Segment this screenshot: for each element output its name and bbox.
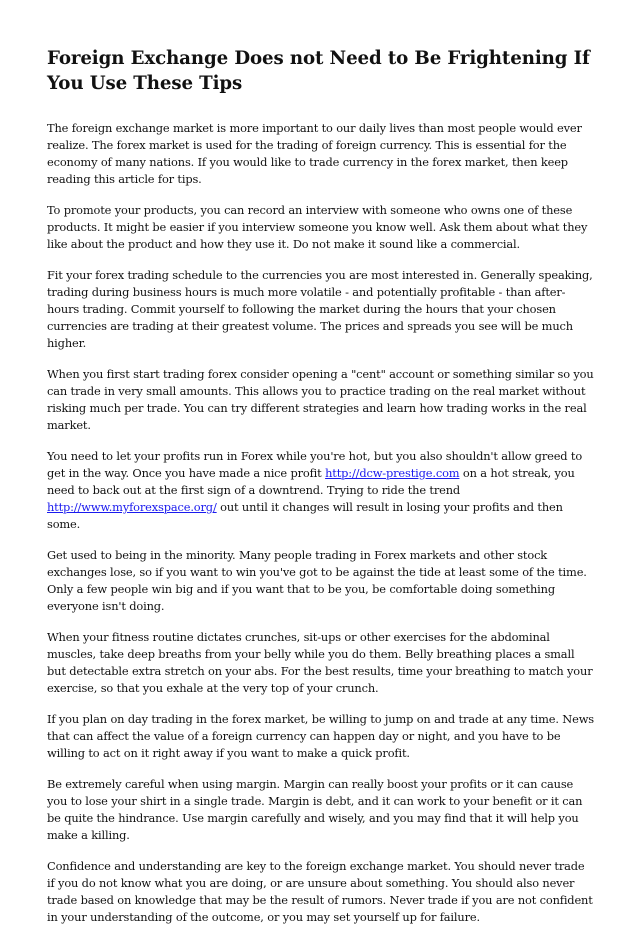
paragraph-margin: Be extremely careful when using margin. Margin can really boost your profits or it can cause you to lose your shirt in a single trade. Margin is debt, and it can work to your benefit or it can be quite the hindrance. Use margin carefully and wisely, and you may find that it will help you make a killing. bbox=[47, 777, 583, 842]
link-myforexspace[interactable]: http://www.myforexspace.org/ bbox=[47, 500, 217, 514]
paragraph-text-part-2: on a hot streak, you need to back out at the first sign of a downtrend. Trying to ride the trend bbox=[47, 466, 575, 497]
paragraph-let-profits-run bbox=[47, 448, 595, 533]
paragraph-intro: The foreign exchange market is more important to our daily lives than most people would ever realize. The forex market is used for the trading of foreign currency. This is essential for the economy of many nations. If you would like to trade currency in the forex market, then keep reading this article for tips. bbox=[47, 121, 582, 186]
paragraph-promote-products: To promote your products, you can record an interview with someone who owns one of these products. It might be easier if you interview someone you know well. Ask them about what they like about the product and how they use it. Do not make it sound like a commercial. bbox=[47, 203, 588, 251]
document-page bbox=[47, 46, 595, 940]
paragraph-fitness: When your fitness routine dictates crunches, sit-ups or other exercises for the abdominal muscles, take deep breaths from your belly while you do them. Belly breathing places a small but detectable extra stretch on your abs. For the best results, time your breathing to match your exercise, so that you exhale at the very top of your crunch. bbox=[47, 630, 593, 695]
paragraph-minority: Get used to being in the minority. Many people trading in Forex markets and other stock exchanges lose, so if you want to win you've got to be against the tide at least some of the time. Only a few people win big and if you want that to be you, be comfortable doing something everyone isn't doing. bbox=[47, 548, 587, 613]
link-dcw-prestige[interactable]: http://dcw-prestige.com bbox=[325, 466, 460, 480]
paragraph-cent-account: When you first start trading forex consider opening a "cent" account or something similar so you can trade in very small amounts. This allows you to practice trading on the real market without risking much per trade. You can try different strategies and learn how trading works in the real market. bbox=[47, 367, 594, 432]
paragraph-confidence: Confidence and understanding are key to the foreign exchange market. You should never trade if you do not know what you are doing, or are unsure about something. You should also never trade based on knowledge that may be the result of rumors. Never trade if you are not confident in your understanding of the outcome, or you may set yourself up for failure. bbox=[47, 859, 593, 924]
paragraph-trading-schedule: Fit your forex trading schedule to the currencies you are most interested in. Generally speaking, trading during business hours is much more volatile - and potentially profitable - than after-hours trading. Commit yourself to following the market during the hours that your chosen currencies are trading at their greatest volume. The prices and spreads you see will be much higher. bbox=[47, 268, 593, 350]
article-title: Foreign Exchange Does not Need to Be Frightening If You Use These Tips bbox=[47, 48, 590, 94]
paragraph-text-part-1: You need to let your profits run in Forex while you're hot, but you also shouldn't allow greed to get in the way. Once you have made a nice profit bbox=[47, 449, 583, 480]
paragraph-day-trading: If you plan on day trading in the forex market, be willing to jump on and trade at any time. News that can affect the value of a foreign currency can happen day or night, and you have to be willing to act on it right away if you want to make a quick profit. bbox=[47, 712, 595, 760]
paragraph-text-part-3: out until it changes will result in losing your profits and then some. bbox=[47, 500, 563, 531]
